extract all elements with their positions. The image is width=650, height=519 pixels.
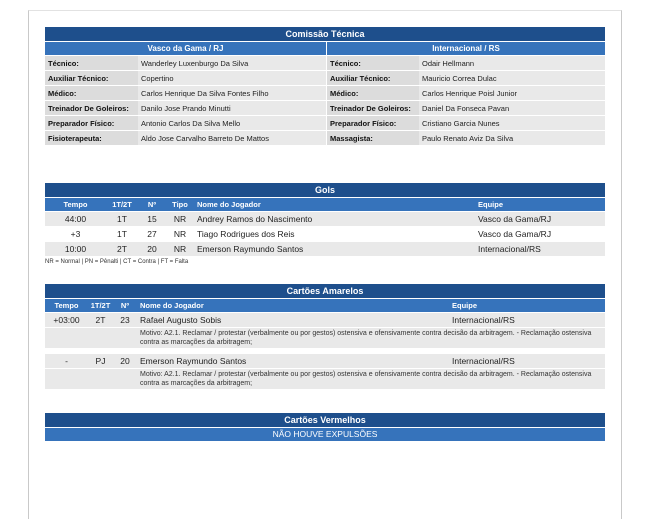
card-team: Internacional/RS	[449, 354, 605, 368]
staff-label-left: Preparador Físico:	[45, 116, 138, 130]
gols-title: Gols	[45, 183, 605, 197]
goal-shirt-number: 27	[147, 229, 157, 239]
goal-row	[45, 212, 605, 226]
team-right-name: Internacional / RS	[432, 44, 500, 53]
card-period: 2T	[88, 313, 113, 327]
amarelos-table	[45, 298, 605, 390]
goal-type: NR	[166, 212, 194, 226]
comissao-row	[45, 71, 605, 85]
col-nome: Nome do Jogador	[137, 299, 449, 312]
comissao-title: Comissão Técnica	[45, 27, 605, 41]
staff-label-left: Treinador De Goleiros:	[45, 101, 138, 115]
staff-name-left: Aldo Jose Carvalho Barreto De Mattos	[138, 131, 326, 145]
staff-label-right: Médico:	[327, 86, 419, 100]
yellow-card-reason-row	[45, 328, 605, 348]
comissao-table	[45, 55, 605, 146]
sumula-page	[28, 10, 622, 519]
comissao-row	[45, 56, 605, 70]
staff-label-right: Preparador Físico:	[327, 116, 419, 130]
staff-label-right: Técnico:	[327, 56, 419, 70]
goal-period: 1T	[106, 212, 138, 226]
col-numero: Nº	[113, 299, 137, 312]
vermelhos-title: Cartões Vermelhos	[45, 413, 605, 427]
staff-name-right: Daniel Da Fonseca Pavan	[419, 101, 605, 115]
comissao-tecnica-section	[45, 27, 605, 146]
col-nome: Nome do Jogador	[194, 198, 475, 211]
reason-spacer	[113, 369, 137, 389]
goal-shirt-number: 20	[138, 242, 166, 256]
card-player-name: Rafael Augusto Sobis	[137, 313, 449, 327]
goal-time: 10:00	[45, 242, 106, 256]
goal-team: Internacional/RS	[475, 242, 605, 256]
card-player-name: Emerson Raymundo Santos	[137, 354, 449, 368]
staff-name-left: Danilo Jose Prando Minutti	[138, 101, 326, 115]
comissao-row	[45, 86, 605, 100]
cartoes-vermelhos-section	[45, 413, 605, 441]
card-shirt-number: 23	[113, 313, 137, 327]
staff-name-right: Cristiano Garcia Nunes	[419, 116, 605, 130]
staff-name-right: Mauricio Correa Dulac	[419, 71, 605, 85]
goal-team: Vasco da Gama/RJ	[475, 212, 605, 226]
gols-header-row	[45, 198, 605, 211]
row-spacer	[45, 349, 605, 353]
comissao-teams-header	[45, 42, 605, 55]
col-periodo: 1T/2T	[106, 198, 138, 211]
yellow-card-row	[45, 354, 605, 368]
col-numero: Nº	[138, 198, 166, 211]
staff-name-left: Wanderley Luxenburgo Da Silva	[138, 56, 326, 70]
goal-player-name: Andrey Ramos do Nascimento	[194, 212, 475, 226]
comissao-row	[45, 116, 605, 130]
reason-spacer	[45, 369, 88, 389]
col-equipe: Equipe	[475, 198, 605, 211]
card-reason: Motivo: A2.1. Reclamar / protestar (verbalmente ou por gestos) ostensiva e ofensivamente contra decisão da arbitragem. - Reclamação ostensiva contra as marcações da arbitragem;	[137, 328, 605, 348]
yellow-card-reason-row	[45, 369, 605, 389]
gols-legend: NR = Normal | PN = Pênalti | CT = Contra | FT = Falta	[45, 259, 189, 265]
goal-type: NR	[173, 229, 187, 239]
goal-time: 44:00	[45, 212, 106, 226]
staff-name-right: Carlos Henrique Poisl Junior	[419, 86, 605, 100]
comissao-row	[45, 131, 605, 145]
col-periodo: 1T/2T	[88, 299, 113, 312]
reason-spacer	[88, 328, 113, 348]
staff-name-left: Antonio Carlos Da Silva Mello	[138, 116, 326, 130]
goal-period: 1T	[117, 229, 127, 239]
goal-team: Vasco da Gama/RJ	[478, 229, 552, 239]
yellow-card-row	[45, 313, 605, 327]
goal-player-name: Emerson Raymundo Santos	[194, 242, 475, 256]
staff-label-left: Médico:	[45, 86, 138, 100]
col-tempo: Tempo	[45, 299, 88, 312]
staff-label-right: Auxiliar Técnico:	[327, 71, 419, 85]
amarelos-title: Cartões Amarelos	[45, 284, 605, 298]
reason-spacer	[45, 328, 88, 348]
staff-label-left: Auxiliar Técnico:	[45, 71, 138, 85]
gols-section	[45, 183, 605, 265]
reason-spacer	[88, 369, 113, 389]
staff-label-right: Massagista:	[327, 131, 419, 145]
cartoes-amarelos-section	[45, 284, 605, 390]
goal-player-name: Tiago Rodrigues dos Reis	[197, 229, 295, 239]
card-team: Internacional/RS	[449, 313, 605, 327]
staff-label-left: Técnico:	[45, 56, 138, 70]
staff-name-left: Carlos Henrique Da Silva Fontes Filho	[138, 86, 326, 100]
staff-label-right: Treinador De Goleiros:	[327, 101, 419, 115]
col-tempo: Tempo	[45, 198, 106, 211]
card-time: -	[45, 354, 88, 368]
amarelos-header-row	[45, 299, 605, 312]
comissao-row	[45, 101, 605, 115]
staff-name-right: Odair Hellmann	[419, 56, 605, 70]
card-reason: Motivo: A2.1. Reclamar / protestar (verbalmente ou por gestos) ostensiva e ofensivamente contra decisão da arbitragem. - Reclamação ostensiva contra as marcações da arbitragem;	[137, 369, 605, 389]
goal-row	[45, 227, 605, 241]
goal-type: NR	[166, 242, 194, 256]
col-equipe: Equipe	[449, 299, 605, 312]
staff-name-right: Paulo Renato Aviz Da Silva	[419, 131, 605, 145]
reason-spacer	[113, 328, 137, 348]
no-expulsions-message: NÃO HOUVE EXPULSÕES	[45, 428, 605, 441]
staff-label-left: Fisioterapeuta:	[45, 131, 138, 145]
goal-time: +3	[70, 229, 81, 239]
card-shirt-number: 20	[113, 354, 137, 368]
card-period: PJ	[88, 354, 113, 368]
gols-table	[45, 197, 605, 257]
col-tipo: Tipo	[166, 198, 194, 211]
goal-row	[45, 242, 605, 256]
goal-shirt-number: 15	[138, 212, 166, 226]
staff-name-left: Copertino	[138, 71, 326, 85]
goal-period: 2T	[106, 242, 138, 256]
card-time: +03:00	[45, 313, 88, 327]
team-left-name: Vasco da Gama / RJ	[147, 44, 224, 53]
